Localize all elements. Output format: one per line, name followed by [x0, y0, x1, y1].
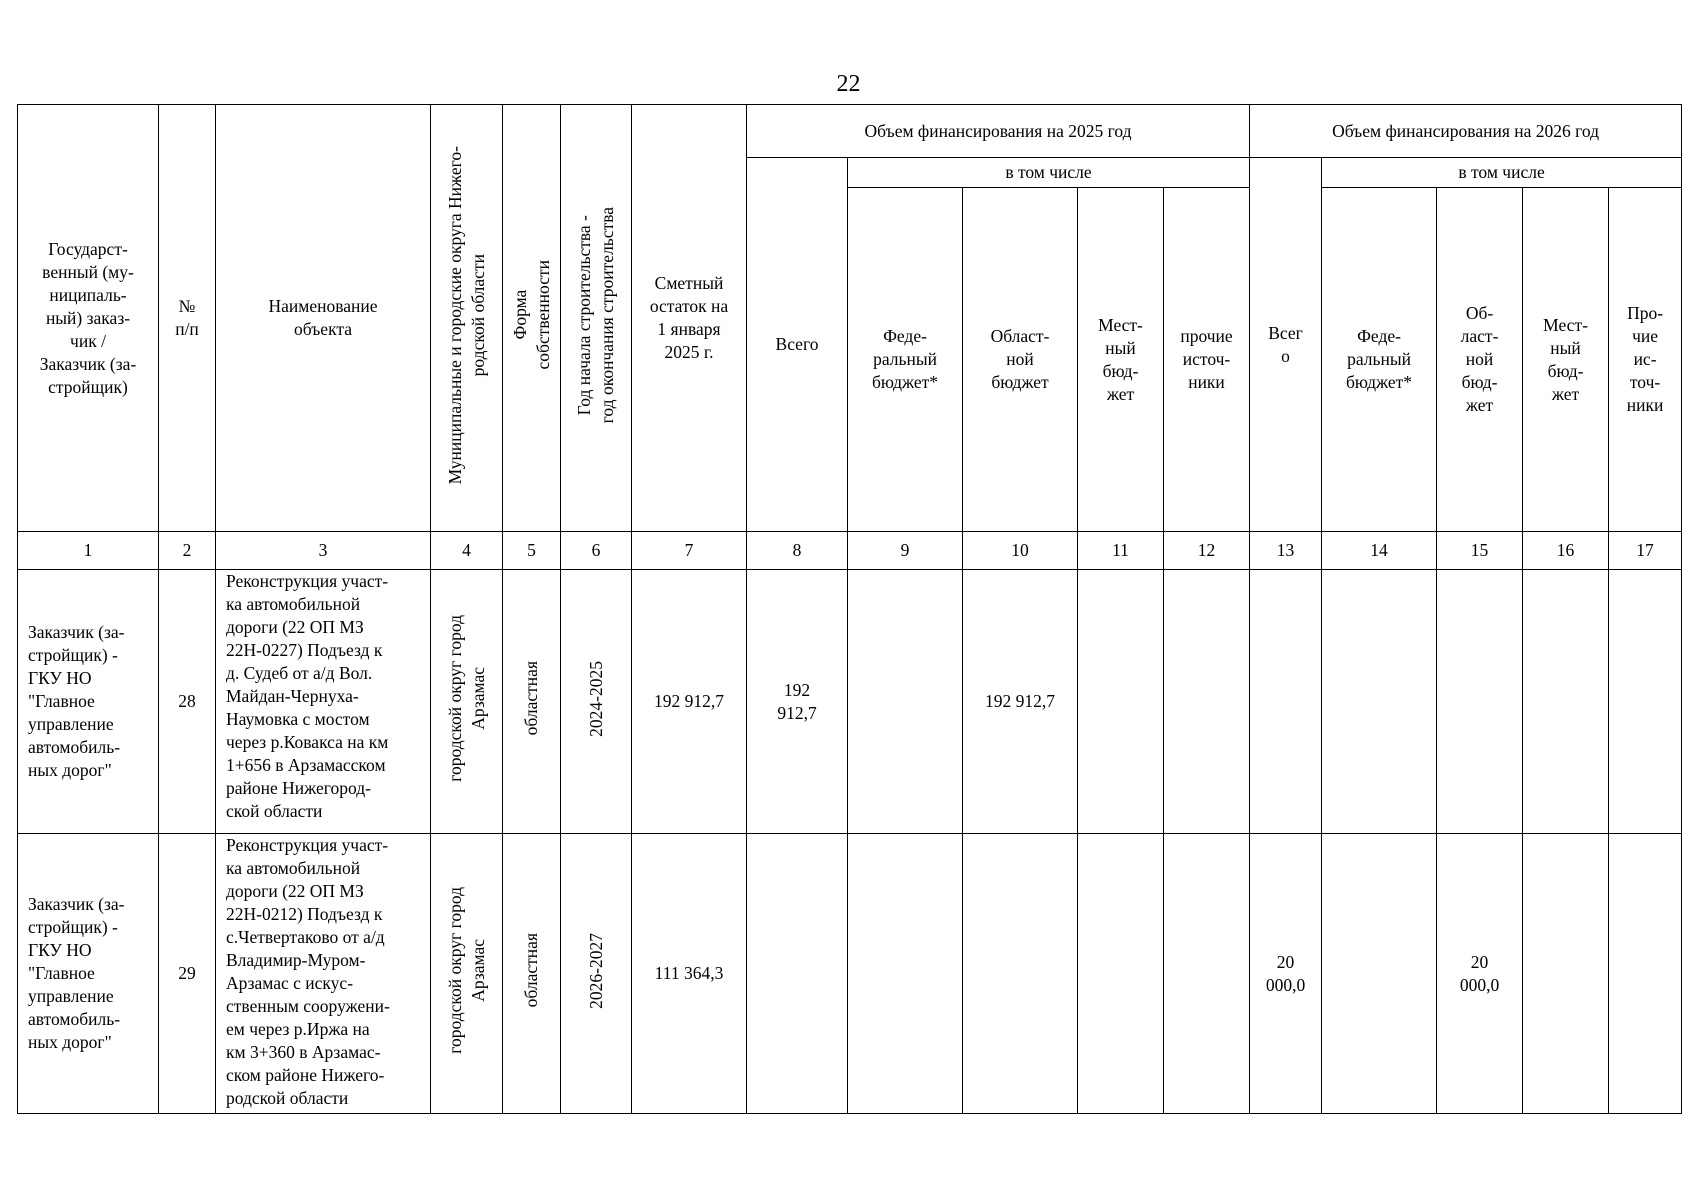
column-number: 12	[1164, 532, 1250, 570]
page-number: 22	[836, 71, 861, 97]
row-other-2025	[1164, 834, 1250, 1114]
table-row	[18, 570, 1682, 834]
column-number-row	[18, 532, 1682, 570]
header-total-2026: Всег о	[1250, 158, 1322, 532]
row-total-2025: 192 912,7	[747, 570, 848, 834]
column-number: 11	[1078, 532, 1164, 570]
row-total-2026	[1250, 570, 1322, 834]
header-years-cell	[561, 105, 632, 532]
row-regional-2026: 20 000,0	[1437, 834, 1523, 1114]
row-ownership: областная	[521, 661, 541, 736]
column-number: 6	[561, 532, 632, 570]
header-customer: Государст- венный (му- ниципаль- ный) заказ- чик / Заказчик (за- стройщик)	[18, 105, 159, 532]
header-other-2025: прочие источ- ники	[1164, 188, 1250, 532]
row-municipal: городской округ город Арзамас	[444, 615, 488, 782]
row-municipal: городской округ город Арзамас	[444, 887, 488, 1054]
row-customer: Заказчик (за- стройщик) - ГКУ НО "Главное управление автомобиль- ных дорог"	[18, 570, 159, 834]
row-object-name: Реконструкция участ- ка автомобильной дороги (22 ОП МЗ 22Н-0212) Подъезд к с.Четвертаково от а/д Владимир-Муром- Арзамас с искус- ственным сооружени- ем через р.Иржа на км 3+360 в Арзамас- ском районе Нижего- родской области	[216, 834, 431, 1114]
header-object-name: Наименование объекта	[216, 105, 431, 532]
row-other-2026	[1609, 570, 1682, 834]
row-federal-2025	[848, 834, 963, 1114]
column-number: 17	[1609, 532, 1682, 570]
row-estimated: 192 912,7	[632, 570, 747, 834]
row-federal-2025	[848, 570, 963, 834]
column-number: 2	[159, 532, 216, 570]
row-object-name: Реконструкция участ- ка автомобильной дороги (22 ОП МЗ 22Н-0227) Подъезд к д. Судеб от а/д Вол. Майдан-Чернуха- Наумовка с мостом через р.Ковакса на км 1+656 в Арзамасском районе Нижегород- ской области	[216, 570, 431, 834]
row-num: 28	[159, 570, 216, 834]
row-years: 2024-2025	[585, 660, 606, 737]
row-years-cell	[561, 570, 632, 834]
row-local-2025	[1078, 834, 1164, 1114]
column-number: 10	[963, 532, 1078, 570]
row-ownership-cell	[503, 570, 561, 834]
column-number: 15	[1437, 532, 1523, 570]
row-total-2026: 20 000,0	[1250, 834, 1322, 1114]
column-number: 14	[1322, 532, 1437, 570]
column-number: 13	[1250, 532, 1322, 570]
column-number: 5	[503, 532, 561, 570]
header-funding-2026: Объем финансирования на 2026 год	[1250, 105, 1682, 158]
column-number: 1	[18, 532, 159, 570]
header-local-2025: Мест- ный бюд- жет	[1078, 188, 1164, 532]
header-federal-2025: Феде- ральный бюджет*	[848, 188, 963, 532]
column-number: 4	[431, 532, 503, 570]
column-number: 3	[216, 532, 431, 570]
row-regional-2025	[963, 834, 1078, 1114]
header-local-2026: Мест- ный бюд- жет	[1523, 188, 1609, 532]
header-federal-2026: Феде- ральный бюджет*	[1322, 188, 1437, 532]
column-number: 7	[632, 532, 747, 570]
row-estimated: 111 364,3	[632, 834, 747, 1114]
header-regional-2026: Об- ласт- ной бюд- жет	[1437, 188, 1523, 532]
row-local-2025	[1078, 570, 1164, 834]
header-other-2026: Про- чие ис- точ- ники	[1609, 188, 1682, 532]
header-including-2026: в том числе	[1322, 158, 1682, 188]
header-years: Год начала строительства - год окончания строительства	[574, 206, 617, 424]
funding-table	[17, 104, 1682, 1114]
header-estimated: Сметный остаток на 1 января 2025 г.	[632, 105, 747, 532]
row-federal-2026	[1322, 834, 1437, 1114]
row-years-cell	[561, 834, 632, 1114]
row-municipal-cell	[431, 570, 503, 834]
table-row	[18, 834, 1682, 1114]
row-customer: Заказчик (за- стройщик) - ГКУ НО "Главное управление автомобиль- ных дорог"	[18, 834, 159, 1114]
row-regional-2026	[1437, 570, 1523, 834]
row-regional-2025: 192 912,7	[963, 570, 1078, 834]
header-municipal: Муниципальные и городские округа Нижего- родской области	[444, 145, 488, 485]
row-num: 29	[159, 834, 216, 1114]
row-total-2025	[747, 834, 848, 1114]
row-ownership-cell	[503, 834, 561, 1114]
header-num: № п/п	[159, 105, 216, 532]
row-years: 2026-2027	[585, 932, 606, 1009]
header-municipal-cell	[431, 105, 503, 532]
column-number: 9	[848, 532, 963, 570]
header-ownership-cell	[503, 105, 561, 532]
column-number: 16	[1523, 532, 1609, 570]
row-federal-2026	[1322, 570, 1437, 834]
row-other-2026	[1609, 834, 1682, 1114]
row-ownership: областная	[521, 933, 541, 1008]
row-local-2026	[1523, 570, 1609, 834]
column-number: 8	[747, 532, 848, 570]
header-funding-2025: Объем финансирования на 2025 год	[747, 105, 1250, 158]
header-regional-2025: Област- ной бюджет	[963, 188, 1078, 532]
header-ownership: Форма собственности	[509, 260, 553, 370]
row-municipal-cell	[431, 834, 503, 1114]
header-total-2025: Всего	[747, 158, 848, 532]
header-including-2025: в том числе	[848, 158, 1250, 188]
row-other-2025	[1164, 570, 1250, 834]
row-local-2026	[1523, 834, 1609, 1114]
